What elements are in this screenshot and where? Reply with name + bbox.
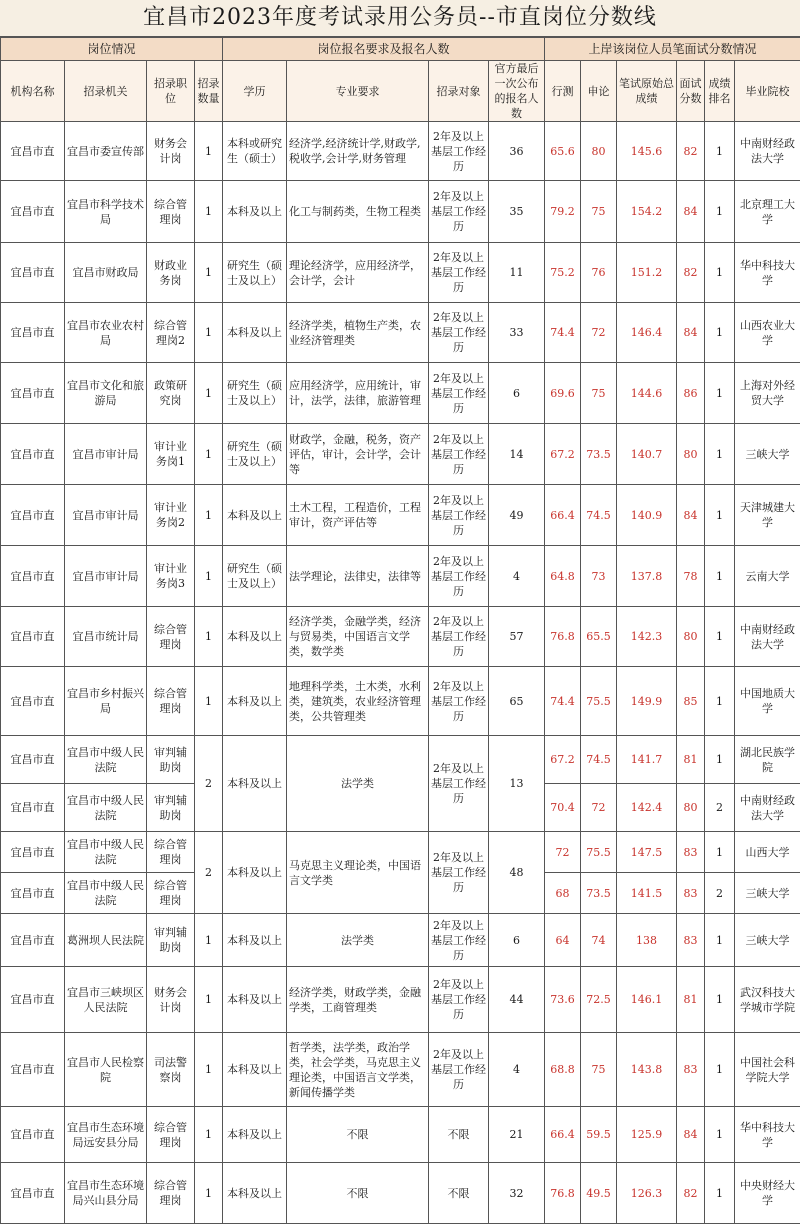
org-cell: 宜昌市直 bbox=[1, 967, 65, 1033]
org-cell: 宜昌市直 bbox=[1, 1163, 65, 1224]
education-cell: 本科及以上 bbox=[223, 1033, 287, 1107]
org-cell: 宜昌市直 bbox=[1, 607, 65, 667]
rank-cell: 1 bbox=[705, 303, 735, 363]
target-cell: 2年及以上基层工作经历 bbox=[429, 303, 489, 363]
xingce-score: 79.2 bbox=[545, 181, 581, 243]
rank-cell: 1 bbox=[705, 1163, 735, 1224]
table-row bbox=[1, 736, 800, 784]
quota-cell: 2 bbox=[195, 736, 223, 832]
school-cell: 山西大学 bbox=[735, 832, 800, 873]
col-header-org: 机构名称 bbox=[1, 61, 65, 122]
table-row bbox=[1, 424, 800, 485]
school-cell: 武汉科技大学城市学院 bbox=[735, 967, 800, 1033]
quota-cell: 1 bbox=[195, 607, 223, 667]
rank-cell: 1 bbox=[705, 736, 735, 784]
agency-cell: 宜昌市文化和旅游局 bbox=[65, 363, 147, 424]
interview-score: 83 bbox=[677, 873, 705, 914]
major-cell: 应用经济学，应用统计，审计，法学，法律，旅游管理 bbox=[287, 363, 429, 424]
xingce-score: 72 bbox=[545, 832, 581, 873]
xingce-score: 66.4 bbox=[545, 1107, 581, 1163]
xingce-score: 67.2 bbox=[545, 424, 581, 485]
org-cell: 宜昌市直 bbox=[1, 1107, 65, 1163]
interview-score: 83 bbox=[677, 1033, 705, 1107]
xingce-score: 64.8 bbox=[545, 546, 581, 607]
school-cell: 三峡大学 bbox=[735, 914, 800, 967]
position-cell: 审判辅助岗 bbox=[147, 784, 195, 832]
shenlun-score: 75.5 bbox=[581, 667, 617, 736]
written-total-score: 146.4 bbox=[617, 303, 677, 363]
written-total-score: 144.6 bbox=[617, 363, 677, 424]
school-cell: 上海对外经贸大学 bbox=[735, 363, 800, 424]
major-cell: 经济学类，财政学类，金融学类，工商管理类 bbox=[287, 967, 429, 1033]
table-row bbox=[1, 122, 800, 181]
written-total-score: 149.9 bbox=[617, 667, 677, 736]
xingce-score: 74.4 bbox=[545, 303, 581, 363]
written-total-score: 142.3 bbox=[617, 607, 677, 667]
table-row bbox=[1, 1163, 800, 1224]
table-row bbox=[1, 914, 800, 967]
table-row bbox=[1, 485, 800, 546]
col-header-school: 毕业院校 bbox=[735, 61, 800, 122]
applicants-cell: 32 bbox=[489, 1163, 545, 1224]
rank-cell: 1 bbox=[705, 667, 735, 736]
xingce-score: 66.4 bbox=[545, 485, 581, 546]
target-cell: 2年及以上基层工作经历 bbox=[429, 607, 489, 667]
quota-cell: 1 bbox=[195, 1033, 223, 1107]
quota-cell: 1 bbox=[195, 914, 223, 967]
major-cell: 化工与制药类，生物工程类 bbox=[287, 181, 429, 243]
interview-score: 78 bbox=[677, 546, 705, 607]
col-header-written-total: 笔试原始总成绩 bbox=[617, 61, 677, 122]
position-cell: 综合管理岗 bbox=[147, 667, 195, 736]
major-cell: 哲学类，法学类，政治学类，社会学类，马克思主义理论类，中国语言文学类，新闻传播学类 bbox=[287, 1033, 429, 1107]
position-cell: 司法警察岗 bbox=[147, 1033, 195, 1107]
school-cell: 中国地质大学 bbox=[735, 667, 800, 736]
group-header-requirements: 岗位报名要求及报名人数 bbox=[223, 38, 545, 61]
agency-cell: 宜昌市乡村振兴局 bbox=[65, 667, 147, 736]
interview-score: 84 bbox=[677, 1107, 705, 1163]
agency-cell: 宜昌市三峡坝区人民法院 bbox=[65, 967, 147, 1033]
quota-cell: 1 bbox=[195, 122, 223, 181]
rank-cell: 1 bbox=[705, 1033, 735, 1107]
table-row bbox=[1, 243, 800, 303]
position-cell: 财政业务岗 bbox=[147, 243, 195, 303]
interview-score: 82 bbox=[677, 1163, 705, 1224]
rank-cell: 1 bbox=[705, 485, 735, 546]
org-cell: 宜昌市直 bbox=[1, 485, 65, 546]
target-cell: 不限 bbox=[429, 1107, 489, 1163]
shenlun-score: 65.5 bbox=[581, 607, 617, 667]
table-row bbox=[1, 1033, 800, 1107]
school-cell: 中南财经政法大学 bbox=[735, 784, 800, 832]
col-header-rank: 成绩排名 bbox=[705, 61, 735, 122]
group-header-row bbox=[1, 38, 800, 61]
agency-cell: 宜昌市委宣传部 bbox=[65, 122, 147, 181]
col-header-position: 招录职位 bbox=[147, 61, 195, 122]
org-cell: 宜昌市直 bbox=[1, 363, 65, 424]
school-cell: 云南大学 bbox=[735, 546, 800, 607]
quota-cell: 1 bbox=[195, 546, 223, 607]
interview-score: 82 bbox=[677, 243, 705, 303]
shenlun-score: 74 bbox=[581, 914, 617, 967]
school-cell: 中国社会科学院大学 bbox=[735, 1033, 800, 1107]
target-cell: 2年及以上基层工作经历 bbox=[429, 181, 489, 243]
quota-cell: 1 bbox=[195, 967, 223, 1033]
written-total-score: 141.7 bbox=[617, 736, 677, 784]
target-cell: 2年及以上基层工作经历 bbox=[429, 667, 489, 736]
rank-cell: 1 bbox=[705, 832, 735, 873]
rank-cell: 2 bbox=[705, 784, 735, 832]
education-cell: 本科及以上 bbox=[223, 832, 287, 914]
applicants-cell: 4 bbox=[489, 1033, 545, 1107]
major-cell: 马克思主义理论类，中国语言文学类 bbox=[287, 832, 429, 914]
shenlun-score: 72 bbox=[581, 303, 617, 363]
position-cell: 审判辅助岗 bbox=[147, 736, 195, 784]
written-total-score: 126.3 bbox=[617, 1163, 677, 1224]
xingce-score: 75.2 bbox=[545, 243, 581, 303]
written-total-score: 154.2 bbox=[617, 181, 677, 243]
col-header-applicants: 官方最后一次公布的报名人数 bbox=[489, 61, 545, 122]
score-table bbox=[0, 37, 800, 1224]
applicants-cell: 65 bbox=[489, 667, 545, 736]
org-cell: 宜昌市直 bbox=[1, 243, 65, 303]
quota-cell: 1 bbox=[195, 363, 223, 424]
major-cell: 法学类 bbox=[287, 736, 429, 832]
target-cell: 2年及以上基层工作经历 bbox=[429, 122, 489, 181]
written-total-score: 145.6 bbox=[617, 122, 677, 181]
shenlun-score: 49.5 bbox=[581, 1163, 617, 1224]
rank-cell: 1 bbox=[705, 363, 735, 424]
col-header-xingce: 行测 bbox=[545, 61, 581, 122]
applicants-cell: 33 bbox=[489, 303, 545, 363]
rank-cell: 1 bbox=[705, 181, 735, 243]
rank-cell: 1 bbox=[705, 967, 735, 1033]
rank-cell: 1 bbox=[705, 424, 735, 485]
agency-cell: 葛洲坝人民法院 bbox=[65, 914, 147, 967]
education-cell: 研究生（硕士及以上） bbox=[223, 363, 287, 424]
col-header-education: 学历 bbox=[223, 61, 287, 122]
interview-score: 86 bbox=[677, 363, 705, 424]
agency-cell: 宜昌市统计局 bbox=[65, 607, 147, 667]
org-cell: 宜昌市直 bbox=[1, 873, 65, 914]
org-cell: 宜昌市直 bbox=[1, 832, 65, 873]
column-header-row bbox=[1, 61, 800, 122]
target-cell: 2年及以上基层工作经历 bbox=[429, 546, 489, 607]
education-cell: 本科及以上 bbox=[223, 607, 287, 667]
col-header-major: 专业要求 bbox=[287, 61, 429, 122]
applicants-cell: 11 bbox=[489, 243, 545, 303]
shenlun-score: 75 bbox=[581, 181, 617, 243]
quota-cell: 1 bbox=[195, 485, 223, 546]
col-header-agency: 招录机关 bbox=[65, 61, 147, 122]
applicants-cell: 13 bbox=[489, 736, 545, 832]
table-row bbox=[1, 546, 800, 607]
education-cell: 研究生（硕士及以上） bbox=[223, 546, 287, 607]
interview-score: 80 bbox=[677, 784, 705, 832]
agency-cell: 宜昌市审计局 bbox=[65, 424, 147, 485]
position-cell: 综合管理岗2 bbox=[147, 303, 195, 363]
xingce-score: 68.8 bbox=[545, 1033, 581, 1107]
education-cell: 研究生（硕士及以上） bbox=[223, 424, 287, 485]
interview-score: 84 bbox=[677, 181, 705, 243]
col-header-interview: 面试分数 bbox=[677, 61, 705, 122]
position-cell: 综合管理岗 bbox=[147, 181, 195, 243]
shenlun-score: 59.5 bbox=[581, 1107, 617, 1163]
group-header-position: 岗位情况 bbox=[1, 38, 223, 61]
agency-cell: 宜昌市农业农村局 bbox=[65, 303, 147, 363]
major-cell: 地理科学类，土木类，水利类，建筑类，农业经济管理类，公共管理类 bbox=[287, 667, 429, 736]
rank-cell: 1 bbox=[705, 607, 735, 667]
xingce-score: 68 bbox=[545, 873, 581, 914]
target-cell: 2年及以上基层工作经历 bbox=[429, 1033, 489, 1107]
shenlun-score: 73 bbox=[581, 546, 617, 607]
major-cell: 不限 bbox=[287, 1107, 429, 1163]
education-cell: 本科及以上 bbox=[223, 1107, 287, 1163]
shenlun-score: 75 bbox=[581, 363, 617, 424]
agency-cell: 宜昌市中级人民法院 bbox=[65, 784, 147, 832]
shenlun-score: 73.5 bbox=[581, 873, 617, 914]
major-cell: 经济学类，植物生产类，农业经济管理类 bbox=[287, 303, 429, 363]
xingce-score: 67.2 bbox=[545, 736, 581, 784]
written-total-score: 147.5 bbox=[617, 832, 677, 873]
applicants-cell: 6 bbox=[489, 363, 545, 424]
shenlun-score: 75 bbox=[581, 1033, 617, 1107]
target-cell: 2年及以上基层工作经历 bbox=[429, 914, 489, 967]
table-row bbox=[1, 181, 800, 243]
agency-cell: 宜昌市科学技术局 bbox=[65, 181, 147, 243]
target-cell: 2年及以上基层工作经历 bbox=[429, 832, 489, 914]
written-total-score: 125.9 bbox=[617, 1107, 677, 1163]
written-total-score: 137.8 bbox=[617, 546, 677, 607]
quota-cell: 1 bbox=[195, 1163, 223, 1224]
agency-cell: 宜昌市中级人民法院 bbox=[65, 873, 147, 914]
table-row bbox=[1, 303, 800, 363]
school-cell: 华中科技大学 bbox=[735, 1107, 800, 1163]
agency-cell: 宜昌市财政局 bbox=[65, 243, 147, 303]
major-cell: 财政学，金融，税务，资产评估，审计，会计学，会计等 bbox=[287, 424, 429, 485]
agency-cell: 宜昌市审计局 bbox=[65, 546, 147, 607]
rank-cell: 1 bbox=[705, 243, 735, 303]
applicants-cell: 36 bbox=[489, 122, 545, 181]
org-cell: 宜昌市直 bbox=[1, 784, 65, 832]
agency-cell: 宜昌市审计局 bbox=[65, 485, 147, 546]
applicants-cell: 21 bbox=[489, 1107, 545, 1163]
shenlun-score: 80 bbox=[581, 122, 617, 181]
shenlun-score: 74.5 bbox=[581, 736, 617, 784]
major-cell: 理论经济学，应用经济学，会计学，会计 bbox=[287, 243, 429, 303]
org-cell: 宜昌市直 bbox=[1, 1033, 65, 1107]
interview-score: 80 bbox=[677, 607, 705, 667]
written-total-score: 143.8 bbox=[617, 1033, 677, 1107]
school-cell: 山西农业大学 bbox=[735, 303, 800, 363]
school-cell: 中南财经政法大学 bbox=[735, 607, 800, 667]
position-cell: 综合管理岗 bbox=[147, 1163, 195, 1224]
position-cell: 审计业务岗3 bbox=[147, 546, 195, 607]
org-cell: 宜昌市直 bbox=[1, 667, 65, 736]
col-header-quota: 招录数量 bbox=[195, 61, 223, 122]
quota-cell: 1 bbox=[195, 667, 223, 736]
shenlun-score: 72 bbox=[581, 784, 617, 832]
table-row bbox=[1, 363, 800, 424]
major-cell: 法学类 bbox=[287, 914, 429, 967]
education-cell: 研究生（硕士及以上） bbox=[223, 243, 287, 303]
table-row bbox=[1, 832, 800, 873]
school-cell: 北京理工大学 bbox=[735, 181, 800, 243]
school-cell: 天津城建大学 bbox=[735, 485, 800, 546]
agency-cell: 宜昌市中级人民法院 bbox=[65, 736, 147, 784]
org-cell: 宜昌市直 bbox=[1, 424, 65, 485]
major-cell: 法学理论，法律史，法律等 bbox=[287, 546, 429, 607]
applicants-cell: 57 bbox=[489, 607, 545, 667]
interview-score: 82 bbox=[677, 122, 705, 181]
quota-cell: 1 bbox=[195, 181, 223, 243]
education-cell: 本科及以上 bbox=[223, 736, 287, 832]
interview-score: 81 bbox=[677, 736, 705, 784]
interview-score: 81 bbox=[677, 967, 705, 1033]
position-cell: 审计业务岗2 bbox=[147, 485, 195, 546]
interview-score: 80 bbox=[677, 424, 705, 485]
interview-score: 83 bbox=[677, 914, 705, 967]
rank-cell: 1 bbox=[705, 1107, 735, 1163]
written-total-score: 140.7 bbox=[617, 424, 677, 485]
education-cell: 本科及以上 bbox=[223, 485, 287, 546]
agency-cell: 宜昌市生态环境局远安县分局 bbox=[65, 1107, 147, 1163]
education-cell: 本科及以上 bbox=[223, 181, 287, 243]
school-cell: 三峡大学 bbox=[735, 424, 800, 485]
table-row bbox=[1, 607, 800, 667]
education-cell: 本科及以上 bbox=[223, 667, 287, 736]
xingce-score: 73.6 bbox=[545, 967, 581, 1033]
position-cell: 审计业务岗1 bbox=[147, 424, 195, 485]
position-cell: 财务会计岗 bbox=[147, 122, 195, 181]
quota-cell: 1 bbox=[195, 303, 223, 363]
target-cell: 2年及以上基层工作经历 bbox=[429, 967, 489, 1033]
group-header-scores: 上岸该岗位人员笔面试分数情况 bbox=[545, 38, 800, 61]
written-total-score: 146.1 bbox=[617, 967, 677, 1033]
target-cell: 2年及以上基层工作经历 bbox=[429, 424, 489, 485]
col-header-shenlun: 申论 bbox=[581, 61, 617, 122]
rank-cell: 1 bbox=[705, 914, 735, 967]
org-cell: 宜昌市直 bbox=[1, 546, 65, 607]
shenlun-score: 76 bbox=[581, 243, 617, 303]
org-cell: 宜昌市直 bbox=[1, 914, 65, 967]
applicants-cell: 14 bbox=[489, 424, 545, 485]
quota-cell: 1 bbox=[195, 424, 223, 485]
rank-cell: 1 bbox=[705, 546, 735, 607]
xingce-score: 76.8 bbox=[545, 1163, 581, 1224]
education-cell: 本科及以上 bbox=[223, 914, 287, 967]
shenlun-score: 75.5 bbox=[581, 832, 617, 873]
position-cell: 政策研究岗 bbox=[147, 363, 195, 424]
written-total-score: 138 bbox=[617, 914, 677, 967]
table-row bbox=[1, 667, 800, 736]
position-cell: 审判辅助岗 bbox=[147, 914, 195, 967]
target-cell: 2年及以上基层工作经历 bbox=[429, 363, 489, 424]
interview-score: 84 bbox=[677, 485, 705, 546]
applicants-cell: 35 bbox=[489, 181, 545, 243]
applicants-cell: 48 bbox=[489, 832, 545, 914]
xingce-score: 74.4 bbox=[545, 667, 581, 736]
org-cell: 宜昌市直 bbox=[1, 181, 65, 243]
xingce-score: 69.6 bbox=[545, 363, 581, 424]
applicants-cell: 6 bbox=[489, 914, 545, 967]
applicants-cell: 49 bbox=[489, 485, 545, 546]
interview-score: 85 bbox=[677, 667, 705, 736]
target-cell: 2年及以上基层工作经历 bbox=[429, 243, 489, 303]
quota-cell: 2 bbox=[195, 832, 223, 914]
written-total-score: 151.2 bbox=[617, 243, 677, 303]
target-cell: 不限 bbox=[429, 1163, 489, 1224]
org-cell: 宜昌市直 bbox=[1, 303, 65, 363]
table-body bbox=[1, 122, 800, 1224]
education-cell: 本科及以上 bbox=[223, 303, 287, 363]
applicants-cell: 4 bbox=[489, 546, 545, 607]
shenlun-score: 74.5 bbox=[581, 485, 617, 546]
shenlun-score: 73.5 bbox=[581, 424, 617, 485]
agency-cell: 宜昌市人民检察院 bbox=[65, 1033, 147, 1107]
table-row bbox=[1, 967, 800, 1033]
target-cell: 2年及以上基层工作经历 bbox=[429, 736, 489, 832]
xingce-score: 64 bbox=[545, 914, 581, 967]
agency-cell: 宜昌市生态环境局兴山县分局 bbox=[65, 1163, 147, 1224]
quota-cell: 1 bbox=[195, 243, 223, 303]
education-cell: 本科及以上 bbox=[223, 967, 287, 1033]
xingce-score: 76.8 bbox=[545, 607, 581, 667]
school-cell: 华中科技大学 bbox=[735, 243, 800, 303]
interview-score: 84 bbox=[677, 303, 705, 363]
shenlun-score: 72.5 bbox=[581, 967, 617, 1033]
written-total-score: 141.5 bbox=[617, 873, 677, 914]
agency-cell: 宜昌市中级人民法院 bbox=[65, 832, 147, 873]
position-cell: 综合管理岗 bbox=[147, 1107, 195, 1163]
interview-score: 83 bbox=[677, 832, 705, 873]
quota-cell: 1 bbox=[195, 1107, 223, 1163]
major-cell: 经济学类，金融学类，经济与贸易类，中国语言文学类，数学类 bbox=[287, 607, 429, 667]
school-cell: 中南财经政法大学 bbox=[735, 122, 800, 181]
org-cell: 宜昌市直 bbox=[1, 122, 65, 181]
position-cell: 综合管理岗 bbox=[147, 873, 195, 914]
col-header-target: 招录对象 bbox=[429, 61, 489, 122]
written-total-score: 140.9 bbox=[617, 485, 677, 546]
written-total-score: 142.4 bbox=[617, 784, 677, 832]
applicants-cell: 44 bbox=[489, 967, 545, 1033]
xingce-score: 65.6 bbox=[545, 122, 581, 181]
major-cell: 土木工程，工程造价，工程审计，资产评估等 bbox=[287, 485, 429, 546]
major-cell: 经济学,经济统计学,财政学,税收学,会计学,财务管理 bbox=[287, 122, 429, 181]
target-cell: 2年及以上基层工作经历 bbox=[429, 485, 489, 546]
xingce-score: 70.4 bbox=[545, 784, 581, 832]
position-cell: 综合管理岗 bbox=[147, 832, 195, 873]
position-cell: 综合管理岗 bbox=[147, 607, 195, 667]
rank-cell: 1 bbox=[705, 122, 735, 181]
page-title: 宜昌市2023年度考试录用公务员--市直岗位分数线 bbox=[0, 0, 800, 37]
major-cell: 不限 bbox=[287, 1163, 429, 1224]
org-cell: 宜昌市直 bbox=[1, 736, 65, 784]
school-cell: 中央财经大学 bbox=[735, 1163, 800, 1224]
table-row bbox=[1, 1107, 800, 1163]
education-cell: 本科或研究生（硕士） bbox=[223, 122, 287, 181]
school-cell: 湖北民族学院 bbox=[735, 736, 800, 784]
school-cell: 三峡大学 bbox=[735, 873, 800, 914]
position-cell: 财务会计岗 bbox=[147, 967, 195, 1033]
rank-cell: 2 bbox=[705, 873, 735, 914]
education-cell: 本科及以上 bbox=[223, 1163, 287, 1224]
